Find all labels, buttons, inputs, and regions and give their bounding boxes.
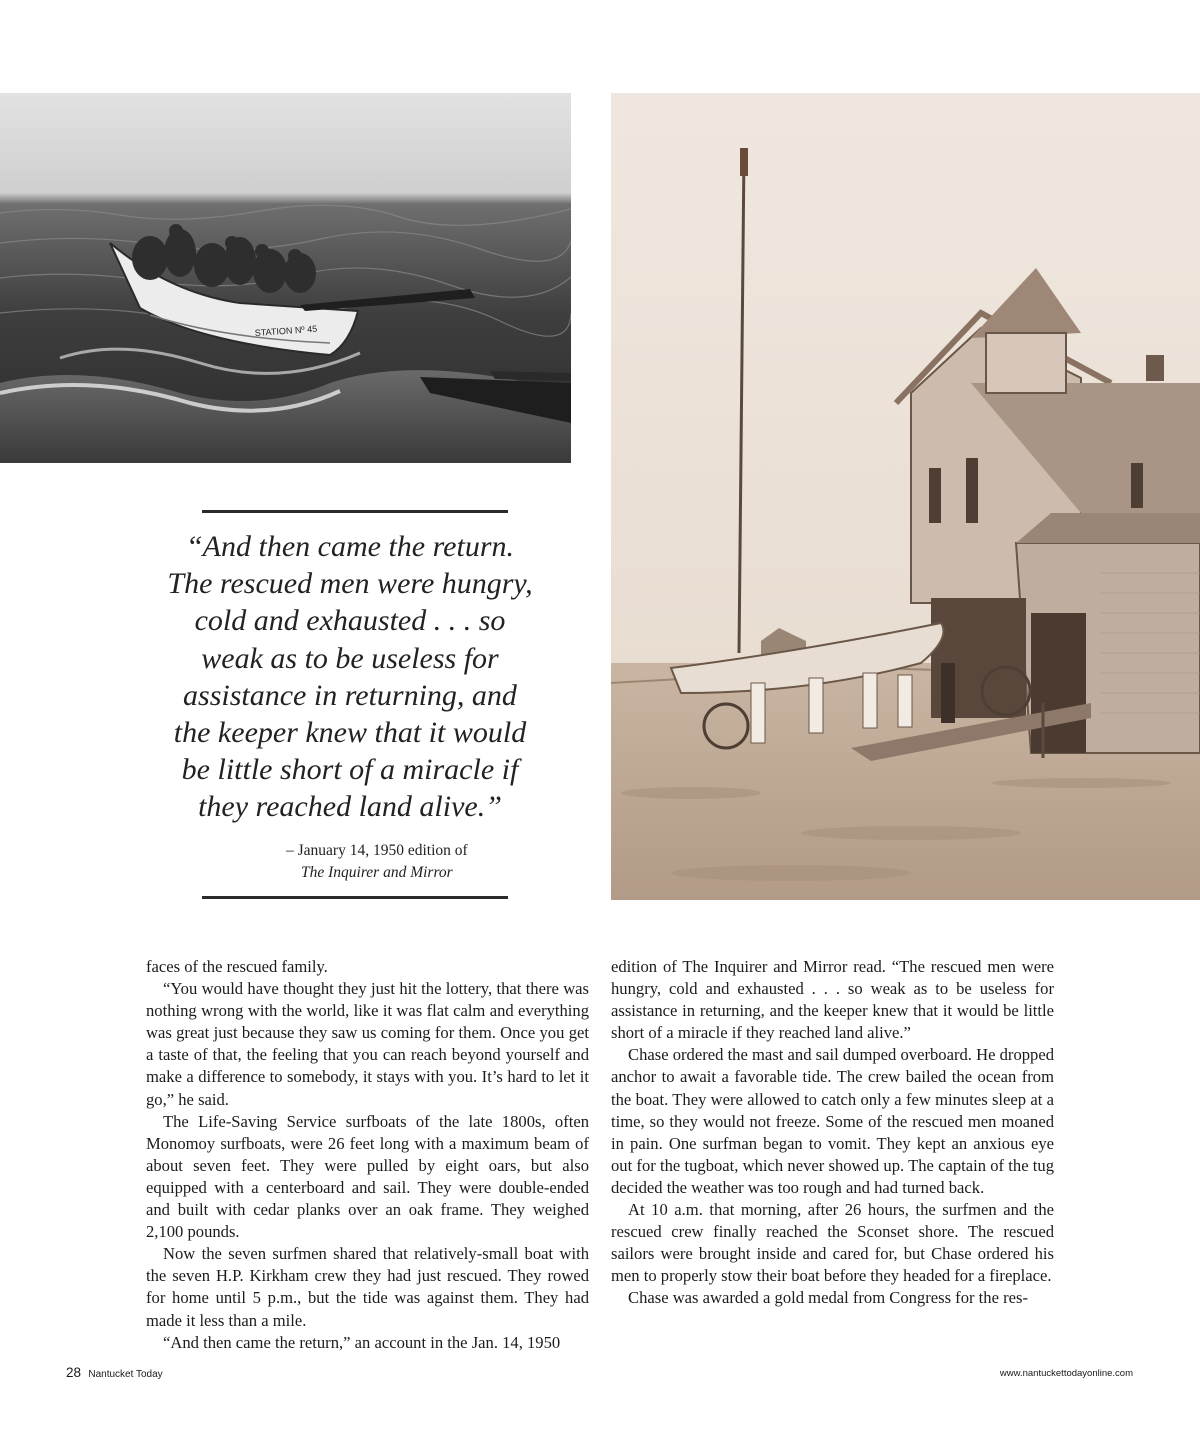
pull-quote-line: weak as to be useless for	[201, 641, 499, 675]
pull-quote-line: cold and exhausted . . . so	[194, 604, 506, 638]
article-paragraph: Now the seven surfmen shared that relatively-small boat with the seven H.P. Kirkham crew they had just rescued. They rowed for home until 5 p.m., but the tide was against them. They had made it less than a mile.	[146, 1244, 589, 1330]
article-paragraph: edition of The Inquirer and Mirror read. “The rescued men were hungry, cold and exhausted . . . so weak as to be useless for assistance in returning, and the keeper knew that it would be little short of a miracle if they reached land alive.”	[611, 957, 1054, 1043]
pull-quote-line: “And then came the return.	[186, 530, 514, 563]
article-column-right	[611, 956, 1054, 1310]
pull-quote	[150, 528, 550, 826]
station-illustration	[611, 93, 1200, 900]
article-paragraph: Chase ordered the mast and sail dumped overboard. He dropped anchor to await a favorable tide. The crew bailed the ocean from the boat. They were allowed to catch only a few minutes sleep at a time, so they would not freeze. Some of the rescued men moaned in pain. One surfman began to vomit. They kept an anxious eye out for the tugboat, which never showed up. The captain of the tug decided the weather was too rough and had turned back.	[611, 1045, 1054, 1197]
page-footer-left	[66, 1365, 163, 1380]
page-number: 28	[66, 1365, 82, 1380]
pull-quote-attribution	[250, 840, 510, 884]
article-paragraph: faces of the rescued family.	[146, 957, 328, 976]
article-paragraph: “You would have thought they just hit the lottery, that there was nothing wrong with the world, like it was flat calm and everything was great just because they saw us coming for them. Once you get a taste of that, the feeling that you can reach beyond yourself and make a difference to somebody, it stays with you. It’s hard to let it go,” he said.	[146, 979, 589, 1109]
article-column-left	[146, 956, 589, 1354]
boat-station-label: STATION Nº 45	[254, 323, 318, 338]
pull-quote-line: The rescued men were hungry,	[167, 567, 533, 601]
article-paragraph: Chase was awarded a gold medal from Congress for the res-	[628, 1288, 1028, 1308]
pull-quote-bottom-rule	[202, 896, 508, 899]
article-paragraph: At 10 a.m. that morning, after 26 hours, the surfmen and the rescued crew finally reached the Sconset shore. The rescued sailors were brought inside and cared for, but Chase ordered his men to properly stow their boat before they headed for a fireplace.	[611, 1200, 1054, 1286]
surfboat-launch-illustration	[0, 93, 571, 463]
publication-name: Nantucket Today	[88, 1369, 163, 1380]
attribution-date: – January 14, 1950 edition of	[286, 842, 468, 859]
pull-quote-top-rule	[202, 510, 508, 513]
article-paragraph: “And then came the return,” an account in the Jan. 14, 1950	[163, 1332, 561, 1352]
surfboat-launch-photo	[0, 93, 571, 463]
pull-quote-line: assistance in returning, and	[183, 678, 517, 712]
pull-quote-line: the keeper knew that it would	[173, 716, 527, 750]
website-url[interactable]: www.nantuckettodayonline.com	[999, 1368, 1133, 1379]
life-saving-station-photo	[611, 93, 1200, 900]
article-paragraph: The Life-Saving Service surfboats of the late 1800s, often Monomoy surfboats, were 26 feet long with a maximum beam of about seven feet. They were pulled by eight oars, but also equipped with a centerboard and sail. They were double-ended and built with cedar planks over an oak frame. They weighed 2,100 pounds.	[146, 1111, 589, 1242]
pull-quote-line: be little short of a miracle if	[181, 753, 519, 787]
pull-quote-line: they reached land alive.”	[198, 790, 502, 824]
attribution-publication: The Inquirer and Mirror	[301, 864, 453, 881]
